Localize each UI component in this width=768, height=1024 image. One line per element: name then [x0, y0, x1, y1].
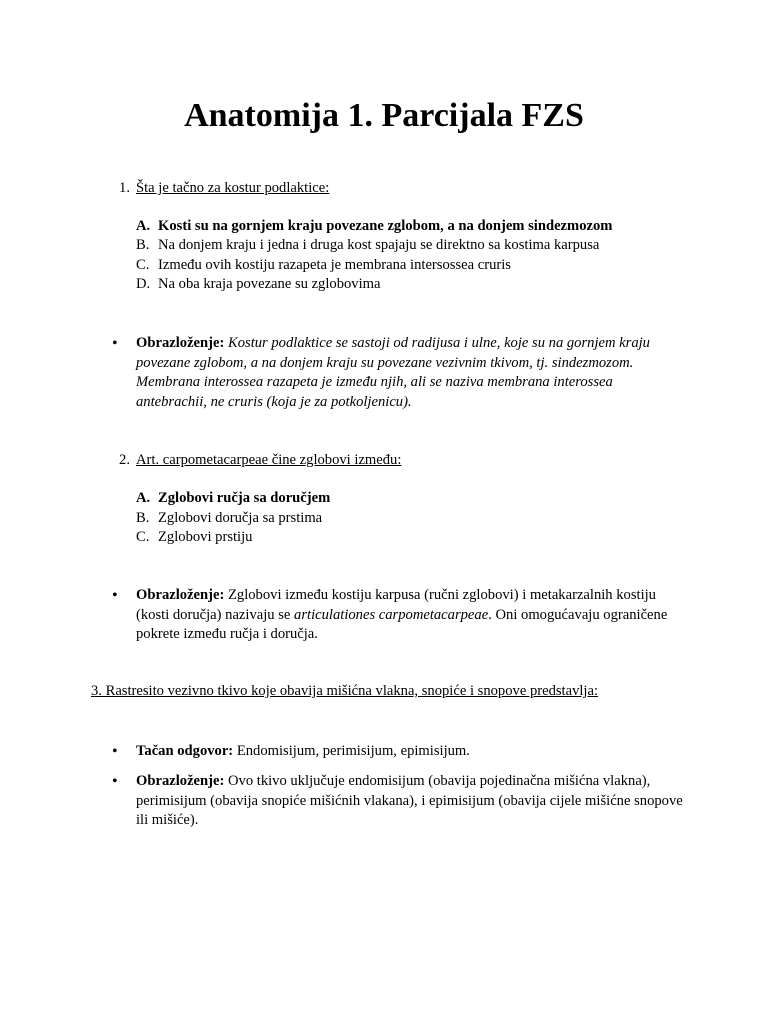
q2-option-b: [136, 509, 322, 529]
q2-explanation-part1: Zglobovi između kostiju karpusa (ručni zglobovi) i metakarzalnih kostiju (kosti doručja) nazivaju se: [136, 587, 656, 623]
bullet-icon: •: [112, 743, 118, 760]
bullet-icon: •: [112, 587, 118, 604]
q3-explanation-text: Ovo tkivo uključuje endomisijum (obavija pojedinačna mišićna vlakna), perimisijum (obavija snopiće mišićnih vlakana), i epimisijum (obavija cijele mišićne snopove ili mišiće).: [136, 773, 683, 829]
q3-answer: [112, 742, 684, 762]
q2-option-a: [136, 489, 330, 509]
q1-option-d: [136, 275, 380, 295]
q1-option-b: [136, 236, 599, 256]
q2-option-a-text: Zglobovi ručja sa doručjem: [158, 490, 331, 506]
q2-explanation: [112, 586, 684, 645]
q2-option-c-letter: C.: [136, 529, 150, 545]
q1-option-c: [136, 256, 511, 276]
q1-option-d-text: Na oba kraja povezane su zglobovima: [158, 276, 381, 292]
q2-explanation-label: Obrazloženje:: [136, 587, 225, 603]
q1-option-a: [136, 217, 612, 237]
q3-explanation-label: Obrazloženje:: [136, 773, 225, 789]
bullet-icon: •: [112, 335, 118, 352]
q1-explanation: [112, 334, 684, 412]
question-2-text: Art. carpometacarpeae čine zglobovi između:: [136, 452, 402, 468]
q1-option-b-letter: B.: [136, 237, 150, 253]
q1-option-a-letter: A.: [136, 218, 151, 234]
q1-explanation-text: Kostur podlaktice se sastoji od radijusa i ulne, koje su na gornjem kraju povezane zglobom, a na donjem kraju su povezane vezivnim tkivom, tj. sindezmozom. Membrana interossea razapeta je između njih, ali se naziva membrana interossea antebrachii, ne cruris (koja je za potkoljenicu).: [136, 335, 650, 410]
bullet-icon: •: [112, 773, 118, 790]
q1-option-d-letter: D.: [136, 276, 151, 292]
q2-explanation-part2: . Oni omogućavaju ograničene pokrete između ručja i doručja.: [136, 606, 668, 643]
q1-option-b-text: Na donjem kraju i jedna i druga kost spajaju se direktno sa kostima karpusa: [158, 237, 600, 253]
q1-explanation-label: Obrazloženje:: [136, 335, 225, 351]
q2-option-c-text: Zglobovi prstiju: [158, 529, 253, 545]
q1-option-a-text: Kosti su na gornjem kraju povezane zglobom, a na donjem sindezmozom: [158, 218, 613, 234]
q1-option-c-text: Između ovih kostiju razapeta je membrana intersossea cruris: [158, 257, 511, 273]
q3-explanation: [112, 772, 684, 831]
question-2-number: 2.: [119, 452, 130, 468]
q2-explanation-italic: articulationes carpometacarpeae: [294, 606, 489, 623]
document-title: Anatomija 1. Parcijala FZS: [184, 97, 584, 134]
q3-answer-text: Endomisijum, perimisijum, epimisijum.: [233, 743, 470, 759]
q3-answer-label: Tačan odgovor:: [136, 743, 234, 759]
q2-option-b-letter: B.: [136, 510, 150, 526]
q1-option-c-letter: C.: [136, 257, 150, 273]
q2-option-b-text: Zglobovi doručja sa prstima: [158, 510, 323, 526]
question-1-text: Šta je tačno za kostur podlaktice:: [136, 180, 330, 196]
q2-option-c: [136, 528, 252, 548]
q2-option-a-letter: A.: [136, 490, 151, 506]
question-3-text: 3. Rastresito vezivno tkivo koje obavija mišićna vlakna, snopiće i snopove predstavlja:: [91, 683, 599, 699]
question-1-number: 1.: [119, 180, 130, 196]
